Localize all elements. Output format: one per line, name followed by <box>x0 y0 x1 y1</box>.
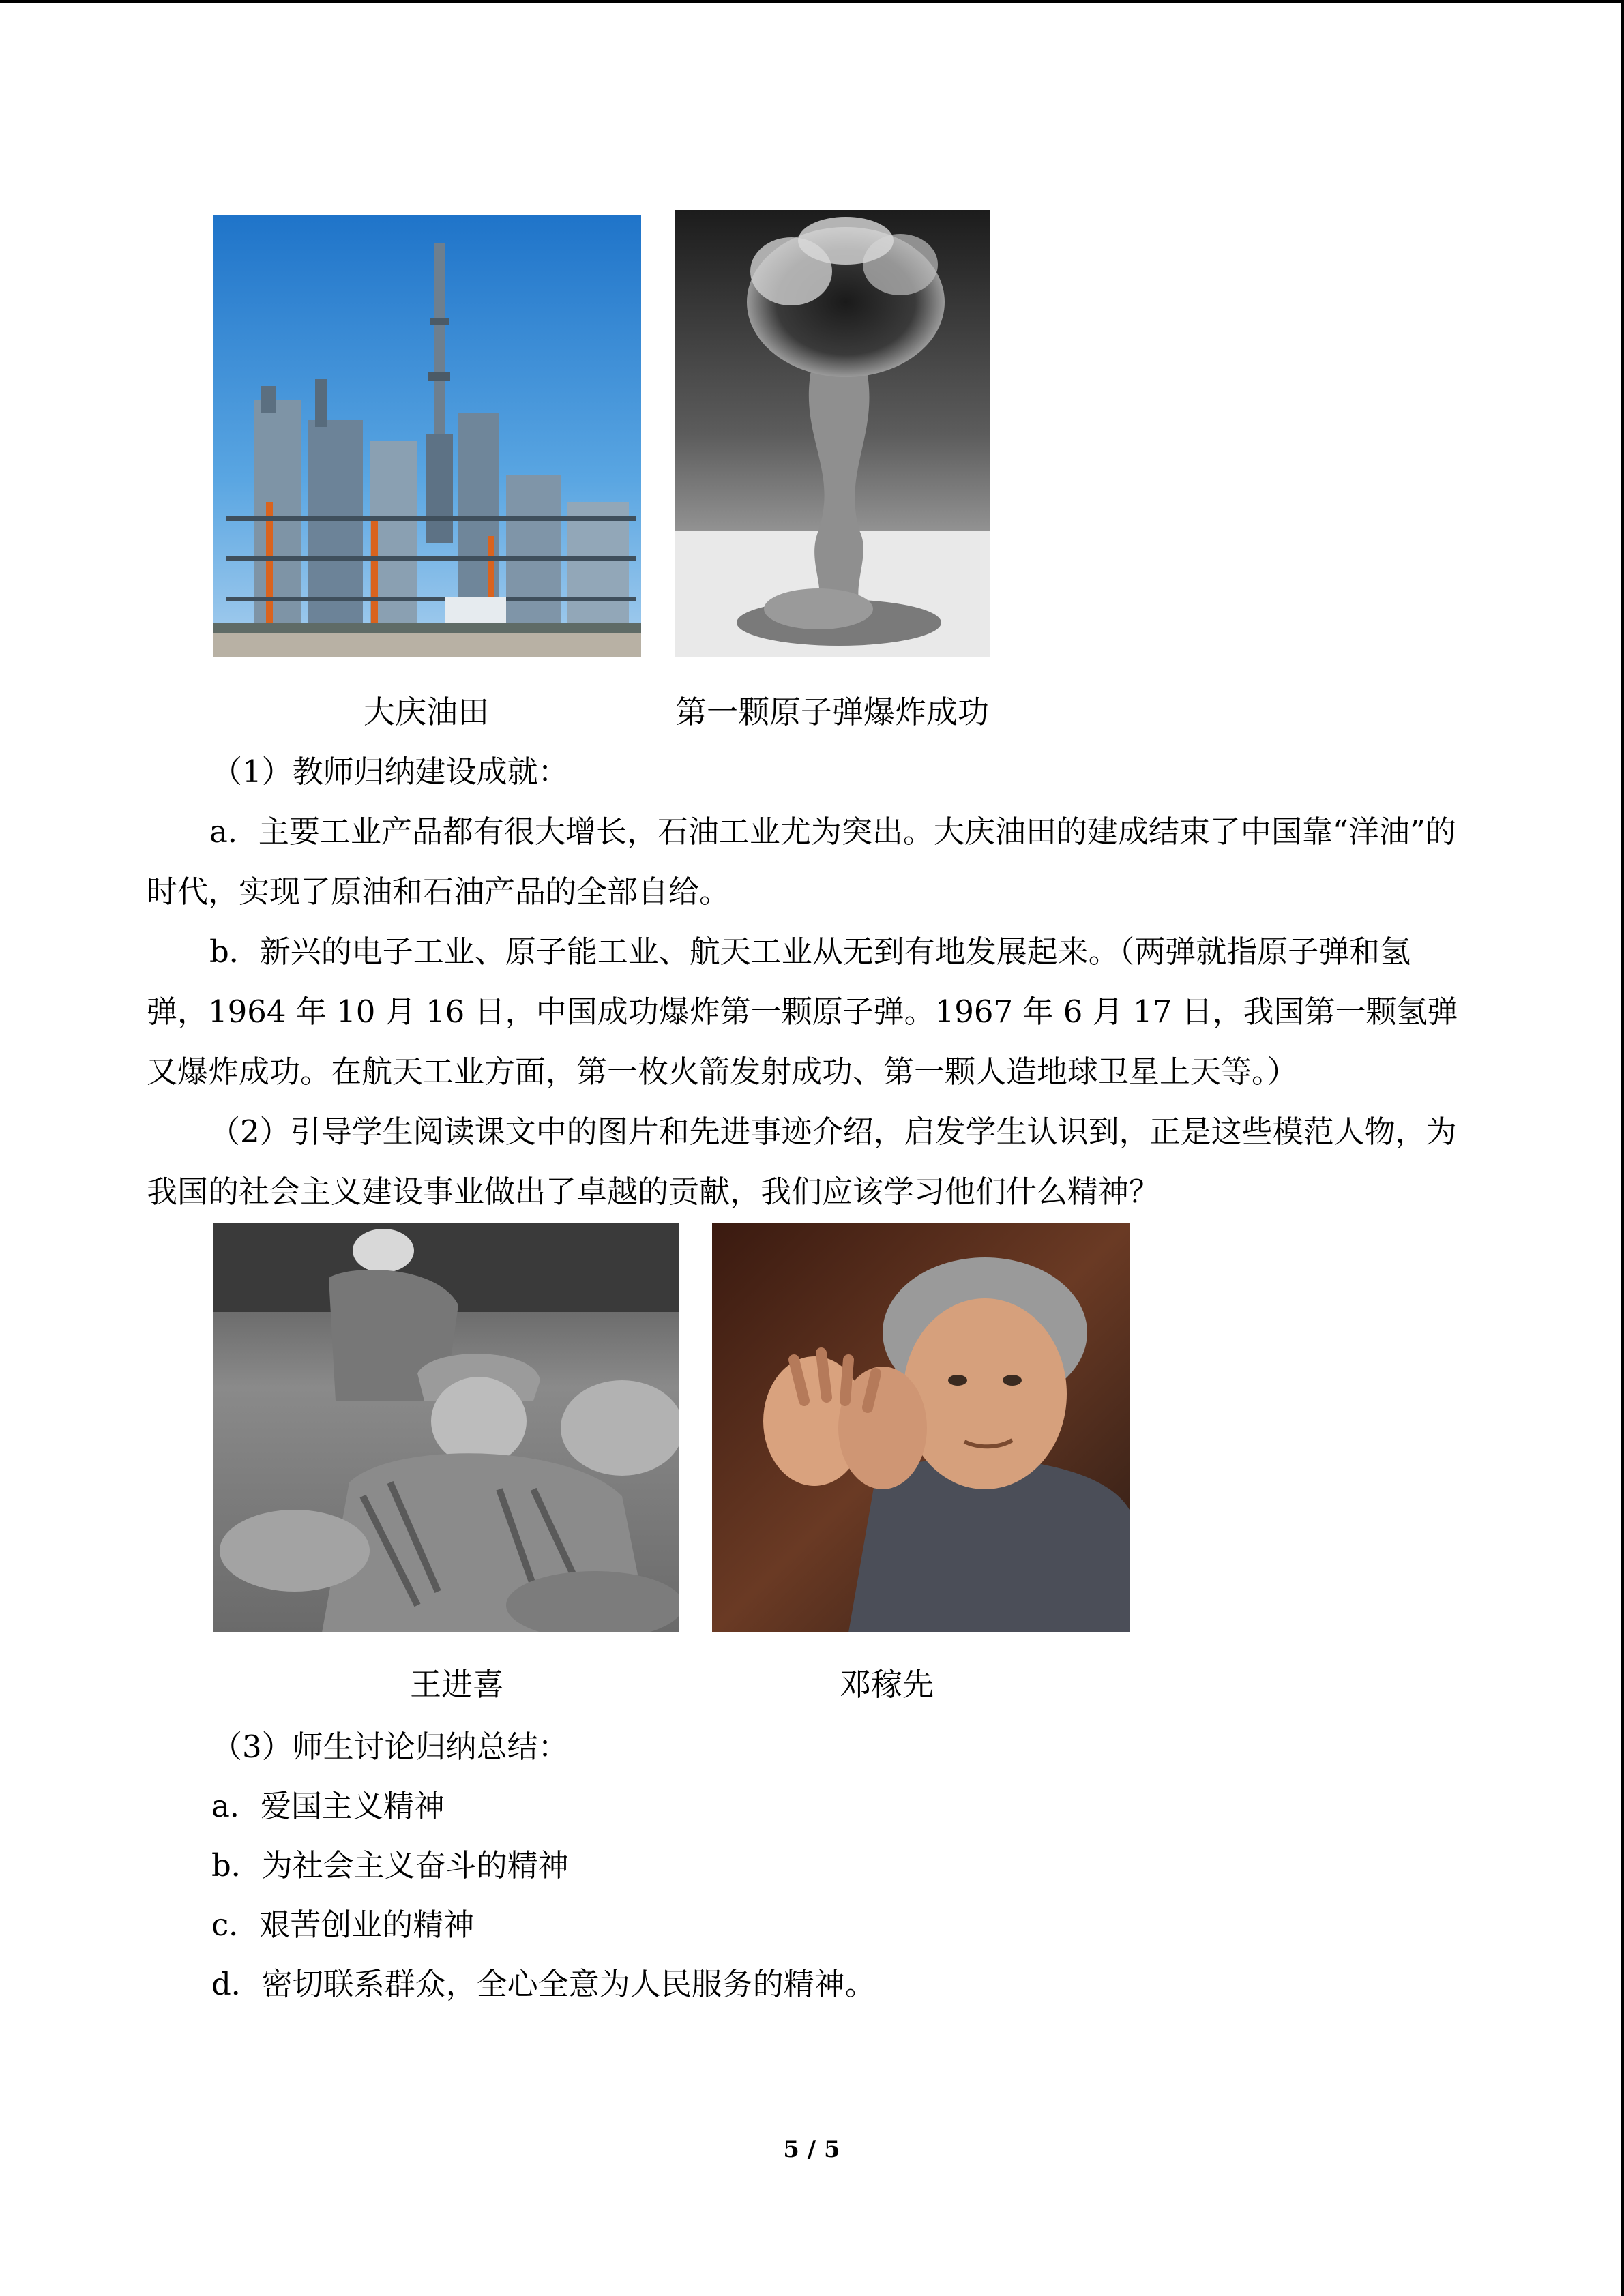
section3-item-a: a．爱国主义精神 <box>211 1788 445 1824</box>
section3-item-c: c．艰苦创业的精神 <box>211 1907 475 1943</box>
section1-heading: （1）教师归纳建设成就： <box>211 754 569 790</box>
deng-jiaxian-caption: 邓稼先 <box>840 1666 934 1703</box>
section1-item-b: b．新兴的电子工业、原子能工业、航天工业从无到有地发展起来。（两弹就指原子弹和氢弹，1964 年 10 月 16 日，中国成功爆炸第一颗原子弹。1967 年 6 月 17 日，我国第一颗氢弹又爆炸成功。在航天工业方面，第一枚火箭发射成功、第一颗人造地球卫星上天等。） <box>147 934 1458 1090</box>
daqing-oilfield-photo <box>213 215 641 657</box>
right-border-line <box>1621 0 1624 2296</box>
wang-jinxi-photo <box>213 1223 679 1632</box>
section1-item-a: a．主要工业产品都有很大增长，石油工业尤为突出。大庆油田的建成结束了中国靠“洋油”的时代，实现了原油和石油产品的全部自给。 <box>147 814 1456 910</box>
section3-item-d: d．密切联系群众，全心全意为人民服务的精神。 <box>211 1966 876 2002</box>
wang-jinxi-caption: 王进喜 <box>410 1666 504 1703</box>
daqing-oilfield-caption: 大庆油田 <box>364 694 489 730</box>
section3-heading: （3）师生讨论归纳总结： <box>211 1729 569 1765</box>
atomic-bomb-caption: 第一颗原子弹爆炸成功 <box>675 694 989 730</box>
deng-jiaxian-photo <box>712 1223 1130 1632</box>
top-border-line <box>0 0 1624 3</box>
atomic-bomb-photo <box>675 210 990 657</box>
section2-paragraph: （2）引导学生阅读课文中的图片和先进事迹介绍，启发学生认识到，正是这些模范人物，为我国的社会主义建设事业做出了卓越的贡献，我们应该学习他们什么精神？ <box>147 1114 1457 1210</box>
page-number: 5 / 5 <box>783 2136 840 2163</box>
section3-item-b: b．为社会主义奋斗的精神 <box>211 1847 569 1883</box>
